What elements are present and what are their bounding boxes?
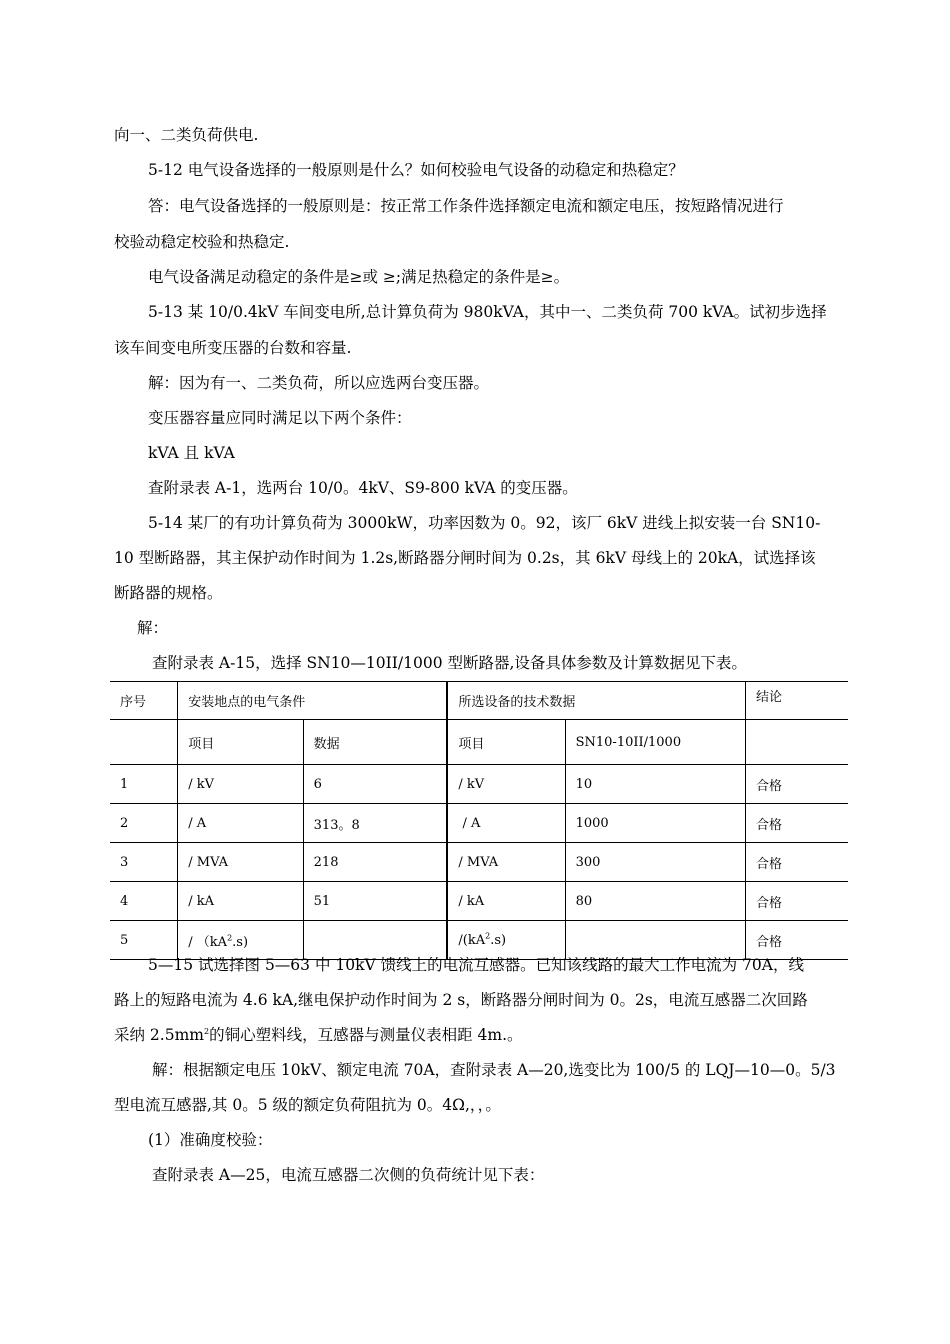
row-site-data: 313。8 <box>303 804 447 843</box>
solution-line: 查附录表 A-1，选两台 10/0。4kV、S9-800 kVA 的变压器。 <box>148 479 578 497</box>
question-5-13: 5-13 某 10/0.4kV 车间变电所,总计算负荷为 980kVA，其中一、二类负荷 700 kVA。试初步选择 <box>148 303 827 321</box>
question-line: 路上的短路电流为 4.6 kA,继电保护动作时间为 2 s，断路器分闸时间为 0。2s，电流互感器二次回路 <box>114 991 808 1009</box>
answer-line: 答：电气设备选择的一般原则是：按正常工作条件选择额定电流和额定电压，按短路情况进行 <box>148 197 784 215</box>
table-subheader-row <box>110 720 848 765</box>
header-device-data: 所选设备的技术数据 <box>447 682 745 720</box>
question-5-14: 5-14 某厂的有功计算负荷为 3000kW，功率因数为 0。92，该厂 6kV 进线上拟安装一台 SN10- <box>148 514 821 532</box>
row-seq: 2 <box>110 804 178 843</box>
answer-line: 电气设备满足动稳定的条件是≥或 ≥;满足热稳定的条件是≥。 <box>148 268 570 286</box>
row-device-data: 80 <box>565 882 745 921</box>
answer-line: 校验动稳定校验和热稳定. <box>114 233 290 251</box>
table-header-row <box>110 682 848 720</box>
row-device-item: / kA <box>447 882 565 921</box>
question-line <box>114 1024 838 1046</box>
table-cell <box>746 720 848 765</box>
row-seq: 5 <box>110 921 178 960</box>
row-device-data: 300 <box>565 843 745 882</box>
row-device-item: / MVA <box>447 843 565 882</box>
row-site-item: / kA <box>178 882 303 921</box>
row-device-item: / kV <box>447 765 565 804</box>
row-site-item: / kV <box>178 765 303 804</box>
accuracy-check-heading: (1）准确度校验： <box>148 1131 273 1149</box>
header-seq: 序号 <box>110 682 178 720</box>
solution-line: 解：根据额定电压 10kV、额定电流 70A，查附录表 A—20,选变比为 100/5 的 LQJ—10—0。5/3 <box>152 1061 836 1079</box>
table-cell <box>110 720 178 765</box>
table-row <box>110 765 848 804</box>
row-result: 合格 <box>746 843 848 882</box>
header-conclusion: 结论 <box>746 682 848 720</box>
subheader-site-item: 项目 <box>178 720 303 765</box>
subheader-site-data: 数据 <box>303 720 447 765</box>
row-site-item: / A <box>178 804 303 843</box>
dev-item-pre: /(kA <box>458 932 486 948</box>
row-result: 合格 <box>746 804 848 843</box>
question-5-12: 5-12 电气设备选择的一般原则是什么？如何校验电气设备的动稳定和热稳定？ <box>148 161 684 179</box>
row-seq: 3 <box>110 843 178 882</box>
table-row <box>110 882 848 921</box>
row-site-data: 6 <box>303 765 447 804</box>
header-site-conditions: 安装地点的电气条件 <box>178 682 448 720</box>
row-site-item: / MVA <box>178 843 303 882</box>
dev-item-post: .s) <box>490 932 507 948</box>
subheader-device-item: 项目 <box>447 720 565 765</box>
text-line: 向一、二类负荷供电. <box>114 126 259 144</box>
row-seq: 4 <box>110 882 178 921</box>
subheader-device-model: SN10-10II/1000 <box>565 720 745 765</box>
row-result: 合格 <box>746 765 848 804</box>
row-seq: 1 <box>110 765 178 804</box>
row-result: 合格 <box>746 882 848 921</box>
text-post: 的铜心塑料线，互感器与测量仪表相距 4m.。 <box>209 1026 523 1044</box>
solution-line: 查附录表 A—25，电流互感器二次侧的负荷统计见下表： <box>152 1166 545 1184</box>
question-line: 该车间变电所变压器的台数和容量. <box>114 339 352 357</box>
row-site-data: 218 <box>303 843 447 882</box>
solution-line: kVA 且 kVA <box>148 444 235 462</box>
row-device-item: / A <box>447 804 565 843</box>
row-device-data: 1000 <box>565 804 745 843</box>
question-5-15: 5—15 试选择图 5—63 中 10kV 馈线上的电流互感器。已知该线路的最大工作电流为 70A，线 <box>148 956 804 974</box>
table-row <box>110 804 848 843</box>
row-site-data: 51 <box>303 882 447 921</box>
table-row <box>110 843 848 882</box>
solution-label: 解： <box>137 619 169 637</box>
solution-line: 查附录表 A-15，选择 SN10—10II/1000 型断路器,设备具体参数及计算数据见下表。 <box>152 654 747 672</box>
site-item-post: .s) <box>232 934 249 950</box>
solution-line: 型电流互感器,其 0。5 级的额定负荷阻抗为 0。4Ω,，，。 <box>114 1096 501 1114</box>
superscript-2: 2 <box>203 1026 210 1036</box>
breaker-selection-table <box>110 681 848 960</box>
solution-line: 变压器容量应同时满足以下两个条件： <box>148 409 412 427</box>
superscript-2: 2 <box>227 933 233 943</box>
row-device-data: 10 <box>565 765 745 804</box>
solution-line: 解：因为有一、二类负荷，所以应选两台变压器。 <box>148 374 490 392</box>
question-line: 断路器的规格。 <box>114 584 223 602</box>
question-line: 10 型断路器，其主保护动作时间为 1.2s,断路器分闸时间为 0.2s，其 6kV 母线上的 20kA，试选择该 <box>114 549 816 567</box>
row-result: 合格 <box>746 921 848 960</box>
superscript-2: 2 <box>485 931 491 941</box>
text-pre: 采纳 2.5mm <box>114 1026 204 1044</box>
site-item-pre: / （kA <box>188 934 228 950</box>
